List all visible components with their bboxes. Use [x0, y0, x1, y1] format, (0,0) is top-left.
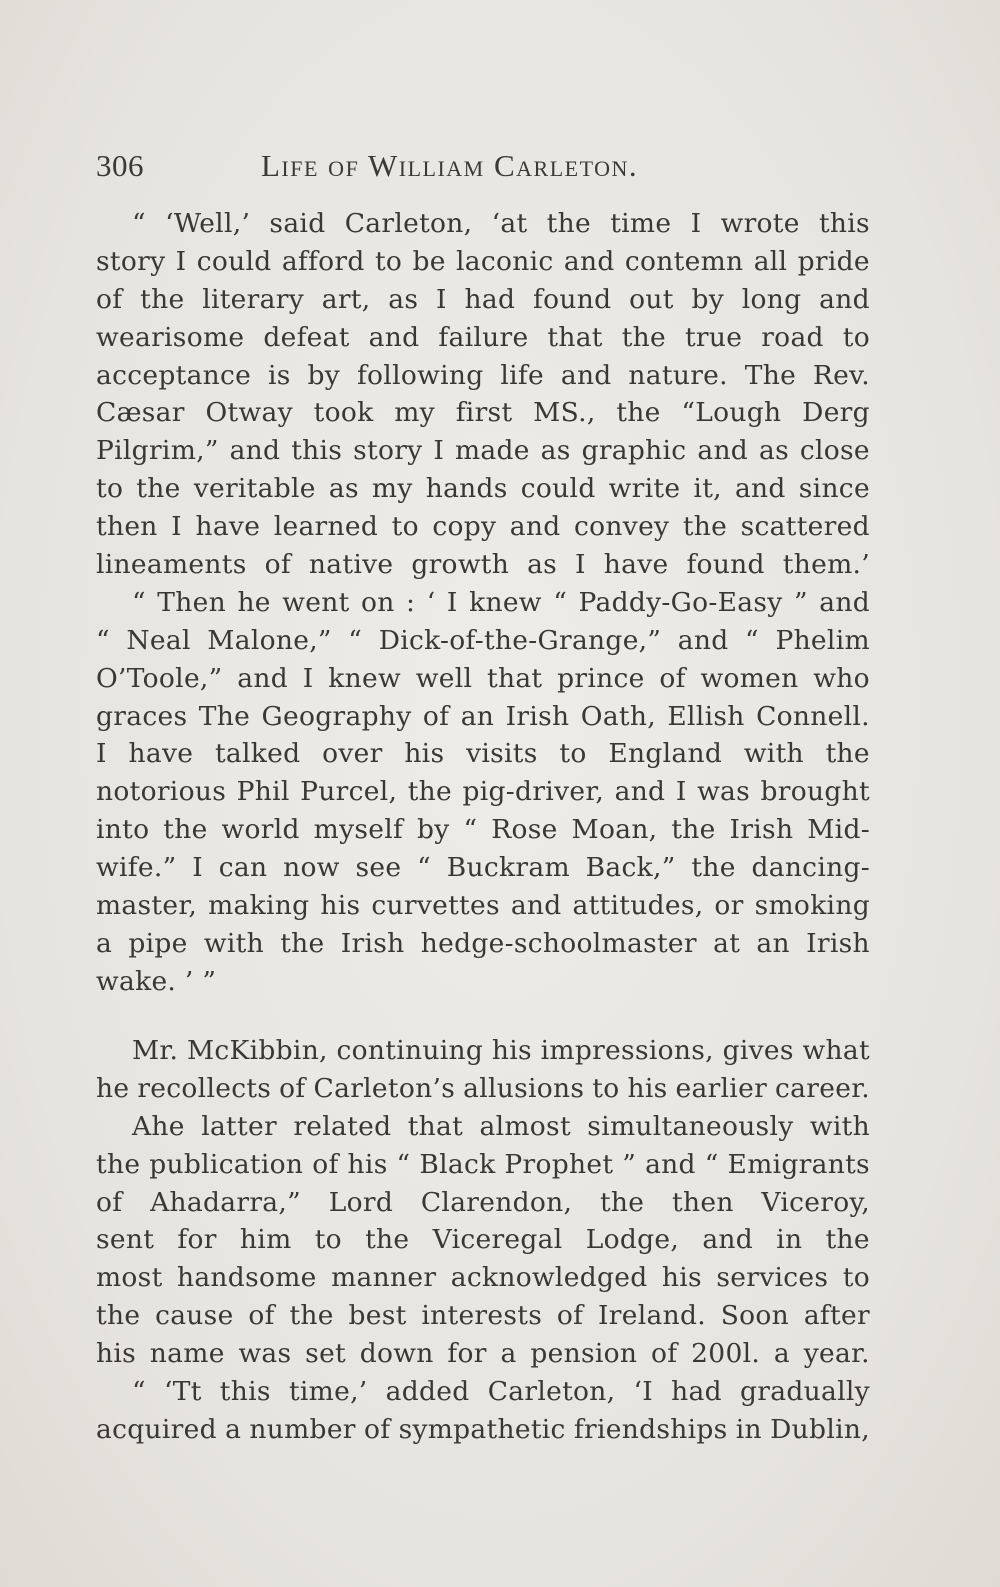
text-line: “ ‘Well,’ said Carleton, ‘at the time I wrote this	[132, 208, 870, 239]
paragraph	[96, 584, 870, 1001]
text-line: “ Then he went on : ‘ I knew “ Paddy-Go-Easy ” and	[132, 586, 870, 618]
text-line: most handsome manner acknowledged his services to	[96, 1262, 870, 1294]
text-line: Mr. McKibbin, continuing his impressions, gives what	[132, 1035, 870, 1066]
text-line: story I could afford to be laconic and contemn all pride	[96, 245, 870, 277]
text-line: the cause of the best interests of Ireland. Soon after	[96, 1300, 870, 1332]
text-block-bottom	[96, 1032, 870, 1449]
text-line: wake. ’ ”	[96, 965, 217, 997]
text-line: Pilgrim,” and this story I made as graphic and as close	[96, 435, 870, 467]
text-line: a pipe with the Irish hedge-schoolmaster at an Irish	[96, 927, 870, 959]
running-title: Life of William Carleton.	[261, 148, 639, 183]
text-line: graces The Geography of an Irish Oath, Ellish Connell.	[96, 700, 870, 732]
text-line: notorious Phil Purcel, the pig-driver, and I was brought	[96, 776, 870, 808]
text-line: acceptance is by following life and nature. The Rev.	[96, 359, 870, 391]
paragraph	[96, 205, 870, 584]
text-line: acquired a number of sympathetic friendships in Dublin,	[96, 1413, 870, 1445]
text-line: O’Toole,” and I knew well that prince of women who	[96, 662, 870, 694]
text-line: then I have learned to copy and convey the scattered	[96, 511, 870, 543]
text-line: he recollects of Carleton’s allusions to his earlier career.	[96, 1072, 870, 1104]
text-line: I have talked over his visits to England with the	[96, 738, 870, 770]
text-line: Cæsar Otway took my first MS., the “Lough Derg	[96, 397, 870, 429]
text-line: into the world myself by “ Rose Moan, the Irish Mid-	[96, 814, 870, 846]
text-line: wearisome defeat and failure that the true road to	[96, 321, 870, 353]
text-line: master, making his curvettes and attitudes, or smoking	[96, 890, 870, 922]
text-line: “ ‘Tt this time,’ added Carleton, ‘I had gradually	[132, 1376, 870, 1408]
text-line: of the literary art, as I had found out by long and	[96, 283, 870, 315]
text-line: Ahe latter related that almost simultaneously with	[132, 1110, 870, 1142]
text-line: “ Neal Malone,” “ Dick-of-the-Grange,” and “ Phelim	[96, 624, 870, 656]
text-line: the publication of his “ Black Prophet ” and “ Emigrants	[96, 1148, 870, 1180]
text-line: lineaments of native growth as I have found them.’	[96, 549, 870, 581]
paragraph	[96, 1108, 870, 1373]
text-block-top	[96, 205, 870, 1001]
text-line: his name was set down for a pension of 200l. a year.	[96, 1338, 870, 1370]
paragraph	[96, 1373, 870, 1449]
text-line: to the veritable as my hands could write it, and since	[96, 473, 870, 505]
page-number: 306	[96, 148, 144, 183]
text-line: sent for him to the Viceregal Lodge, and in the	[96, 1224, 870, 1256]
text-line: of Ahadarra,” Lord Clarendon, the then Viceroy,	[96, 1186, 870, 1218]
text-line: wife.” I can now see “ Buckram Back,” the dancing-	[96, 852, 870, 884]
paragraph	[96, 1032, 870, 1108]
running-head	[96, 138, 871, 184]
